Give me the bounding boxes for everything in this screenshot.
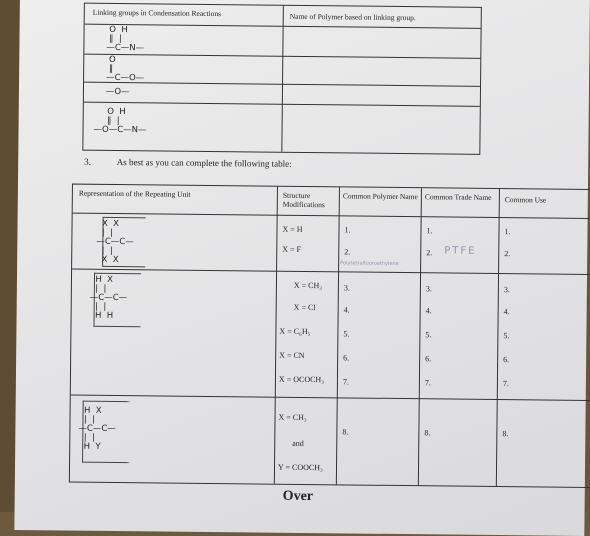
common-polymer-header: Common Polymer Name (342, 191, 418, 202)
repeat-unit-2: H X | | —C—C— | | H H (89, 274, 128, 321)
repeat-unit-3: H X | | —C—C— | | H Y (78, 405, 116, 452)
trade-2: 2. (426, 248, 433, 258)
trade-1: 1. (426, 226, 433, 236)
ester-linkage: O ‖ —C—O— (106, 54, 145, 84)
common-use-header: Common Use (504, 195, 547, 205)
use-6: 6. (503, 355, 510, 365)
mod-7: X = OCOCH₃ (278, 374, 325, 385)
repeat-unit-1: X X | | —C—C— | | X X (96, 218, 134, 266)
mod-8-and: and (292, 438, 304, 448)
rep-unit-header: Representation of the Repeating Unit (78, 188, 191, 199)
polymer-3: 3. (343, 283, 350, 293)
worksheet-page (14, 0, 590, 536)
linking-groups-header: Linking groups in Condensation Reactions (92, 7, 222, 19)
polymer-1: 1. (344, 225, 351, 235)
trade-6: 6. (425, 354, 432, 364)
polymer-8: 8. (342, 427, 349, 437)
use-7: 7. (502, 379, 509, 389)
use-2: 2. (504, 249, 511, 259)
trade-4: 4. (425, 306, 432, 316)
trade-3: 3. (425, 284, 432, 294)
question-number: 3. (84, 156, 92, 167)
handwritten-polymer-name: Polytetrafluoroethylene (340, 260, 399, 267)
polymer-7: 7. (342, 377, 349, 387)
common-trade-header: Common Trade Name (424, 192, 492, 202)
polymer-4: 4. (343, 305, 350, 315)
amide-linkage: O H ‖ | —C—N— (106, 24, 145, 54)
mod-8-x: X = CH₃ (278, 412, 307, 423)
mod-2: X = F (282, 244, 302, 254)
polymer-5: 5. (343, 329, 350, 339)
question-text: As best as you can complete the following table: (116, 157, 292, 169)
trade-5: 5. (425, 330, 432, 340)
use-1: 1. (504, 227, 511, 237)
use-4: 4. (503, 307, 510, 317)
use-8: 8. (502, 429, 509, 439)
mod-1: X = H (282, 224, 303, 234)
use-5: 5. (503, 331, 510, 341)
trade-8: 8. (424, 428, 431, 438)
trade-7: 7. (424, 378, 431, 388)
mod-5: X = C₆H₅ (279, 326, 311, 337)
urethane-linkage: O H ‖ | —O—C—N— (93, 106, 147, 136)
ether-linkage: —O— (105, 86, 130, 98)
mod-8-y: Y = COOCH₃ (277, 462, 323, 473)
mod-6: X = CN (279, 350, 305, 360)
question-3 (84, 157, 292, 169)
over-label: Over (282, 488, 314, 505)
mod-3: X = CH₃ (293, 280, 323, 291)
structure-mods-header: Structure Modifications (282, 190, 325, 210)
polymer-2: 2. (344, 247, 351, 257)
mod-4: X = Cl (293, 302, 316, 313)
polymer-6: 6. (343, 353, 350, 363)
polymer-name-header: Name of Polymer based on linking group. (289, 11, 416, 23)
repeating-unit-table (69, 184, 590, 489)
use-3: 3. (503, 285, 510, 295)
handwritten-trade-name: PTFE (444, 245, 477, 257)
linking-groups-table (82, 3, 482, 155)
